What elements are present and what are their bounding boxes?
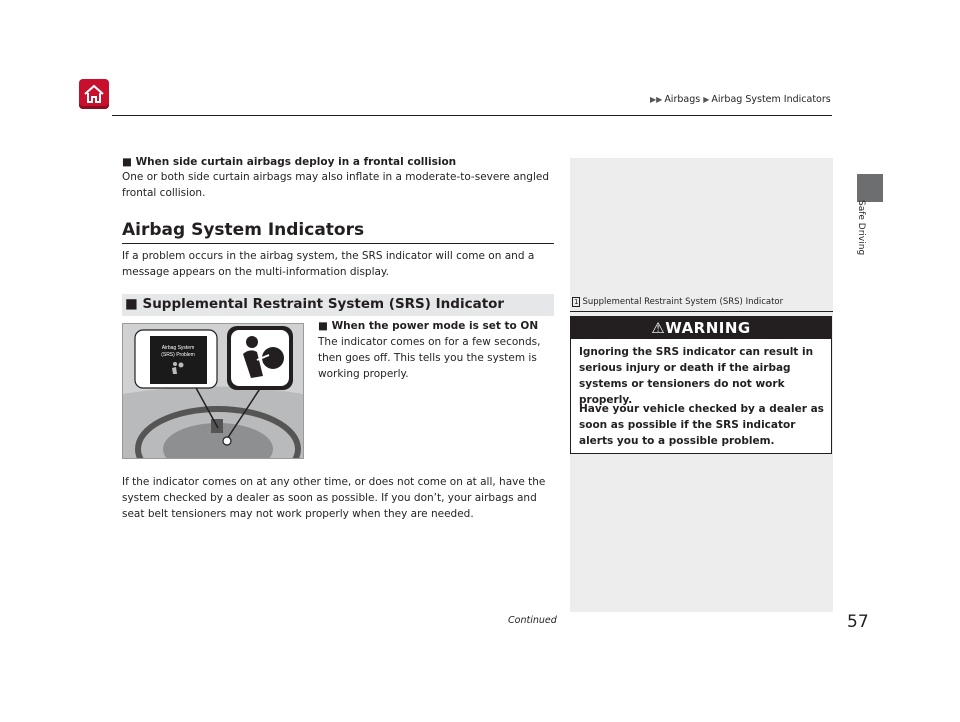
warning-title: ⚠WARNING [651,319,751,337]
subheading-side-curtain: ■ When side curtain airbags deploy in a frontal collision [122,156,457,168]
warning-triangle-icon: ⚠ [651,319,666,337]
section-title: ■ Supplemental Restraint System (SRS) Indicator [125,296,505,312]
breadcrumb-arrow-icon: ▶▶ [650,95,663,104]
chapter-tab-label: Safe Driving [856,200,866,256]
warning-text-2: Have your vehicle checked by a dealer as soon as possible if the SRS indicator alerts you to a possible problem. [579,403,824,447]
display-line-2: (SRS) Problem [161,352,195,358]
paragraph-side-curtain: One or both side curtain airbags may also inflate in a moderate-to-severe angled frontal collision. [122,171,550,199]
continued-label: Continued [508,615,557,626]
dashboard-figure [122,323,304,459]
subheading-power-mode: ■ When the power mode is set to ON [318,320,539,332]
side-note-rule [570,311,833,312]
page-title: Airbag System Indicators [122,220,365,240]
chapter-tab[interactable] [857,174,883,202]
header-rule [112,115,832,116]
display-line-1: Airbag System [161,345,195,351]
dashboard-illustration [123,324,303,458]
paragraph-dealer-check: If the indicator comes on at any other time, or does not come on at all, have the system checked by a dealer as soon as possible. If you don’t, your airbags and seat belt tensioners may not work properly when they are needed. [122,476,546,520]
home-icon [83,83,105,105]
breadcrumb-arrow-icon: ▶ [703,95,710,104]
page-number: 57 [847,612,869,632]
breadcrumb-airbags[interactable]: Airbags [664,94,701,105]
home-button[interactable] [79,79,109,109]
breadcrumb-indicators[interactable]: Airbag System Indicators [711,94,831,105]
warning-text-1: Ignoring the SRS indicator can result in serious injury or death if the airbag systems or tensioners do not work properly. [579,346,814,406]
paragraph-intro: If a problem occurs in the airbag system, the SRS indicator will come on and a message appears on the multi-information display. [122,250,535,278]
breadcrumb [650,94,831,105]
side-note-title: 1 Supplemental Restraint System (SRS) Indicator [574,297,784,307]
note-marker-icon: 1 [574,298,579,306]
title-rule [122,243,554,244]
paragraph-power-mode: The indicator comes on for a few seconds, then goes off. This tells you the system is working properly. [318,336,541,380]
